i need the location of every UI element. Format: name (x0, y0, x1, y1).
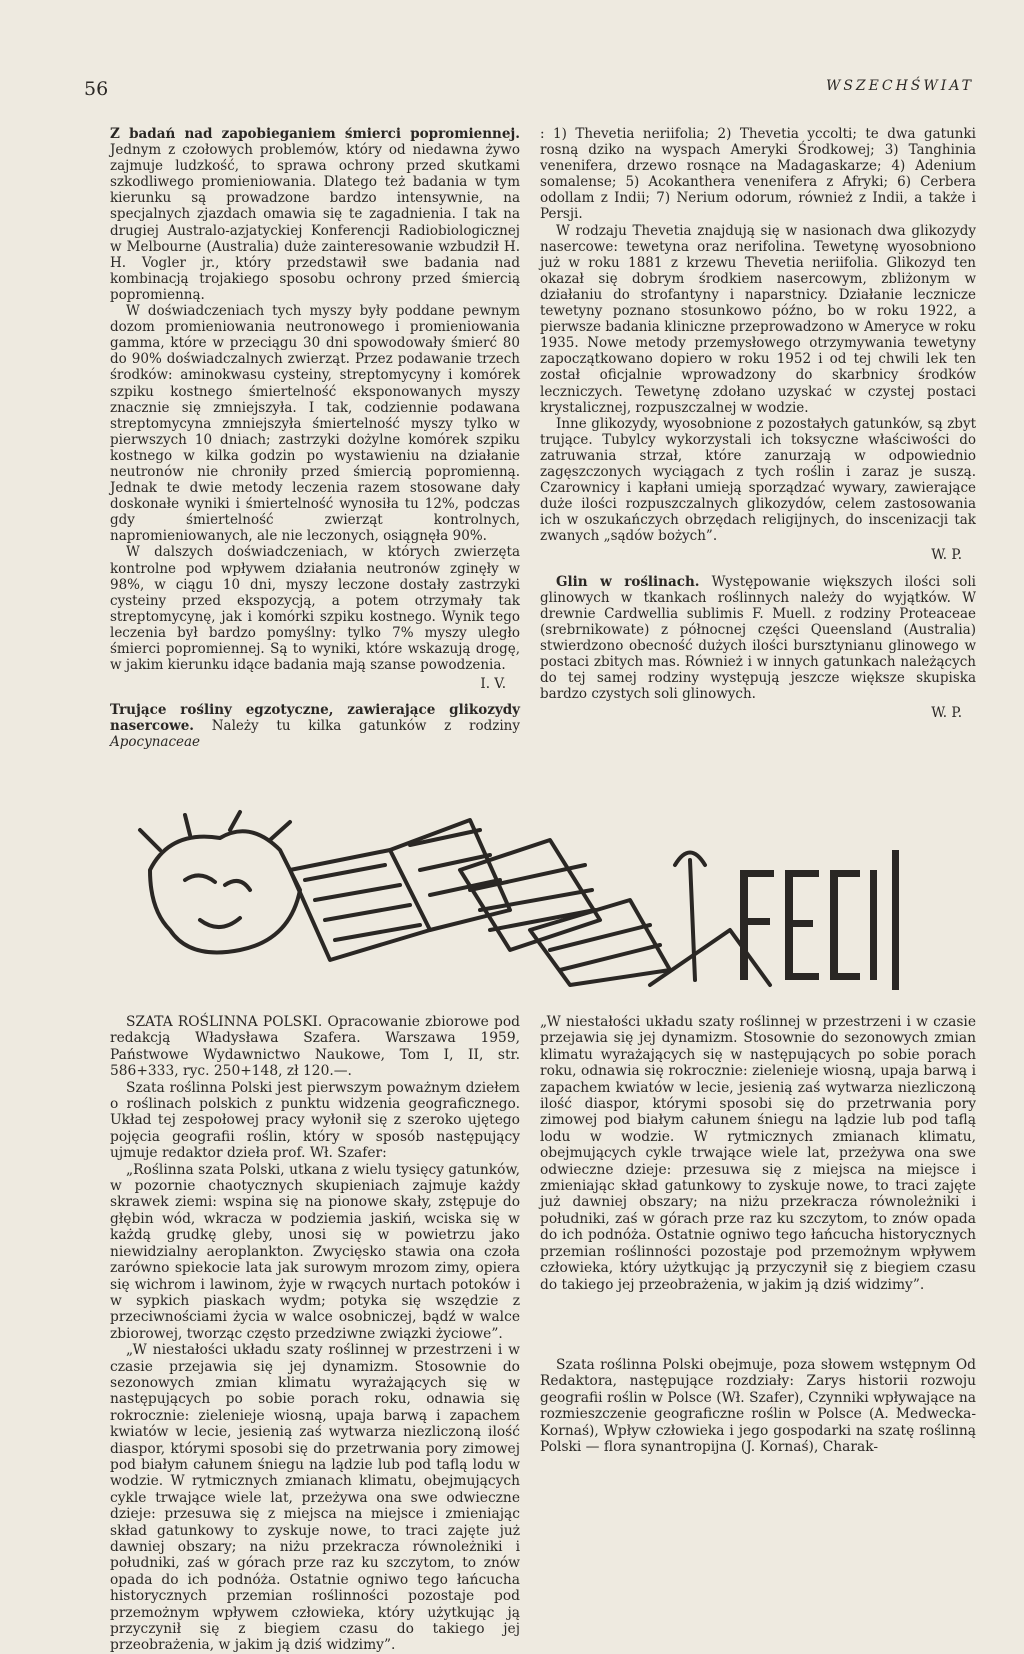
banner-label: RECENZJE (130, 810, 136, 811)
paragraph: W dalszych doświadczeniach, w których zwierzęta kontrolne pod wpływem działania neutronów zginęły w 98%, w ciągu 10 dni, myszy leczone dostały zastrzyki cysteiny przed ekspozycją, a potem otrzymały tak streptomycynę, jak i komórki szpiku kostnego. Wynik tego leczenia był bardzo pomyślny: tylko 7% myszy uległo śmierci popromiennej. Są to wyniki, które wskazują drogę, w jakim kierunku idące badania mają szanse powodzenia. (110, 544, 520, 674)
paragraph: W rodzaju Thevetia znajdują się w nasionach dwa glikozydy nasercowe: tewetyna oraz nerifolina. Tewetynę wyosobniono już w roku 1881 z krzewu Thevetia neriifolia. Glikozyd ten okazał się dobrym środkiem nasercowym, zbliżonym w działaniu do strofantyny i naparstnicy. Działanie lecznicze tewetyny poznano stosunkowo późno, bo w roku 1922, a pierwsze badania kliniczne przeprowadzono w Ameryce w roku 1935. Nowe metody przemysłowego otrzymywania tewetyny zapoczątkowano dopiero w roku 1952 i od tej chwili lek ten został oficjalnie wprowadzony do skarbnicy środków leczniczych. Tewetynę zdołano uzyskać w czystej postaci krystalicznej, rozpuszczalnej w wodzie. (540, 222, 976, 416)
paragraph: Szata roślinna Polski obejmuje, poza słowem wstępnym Od Redaktora, następujące rozdziały: Zarys historii rozwoju geografii roślin w Polsce (Wł. Szafer), Czynniki wpływające na rozmieszczenie geograficzne roślin w Polsce (A. Medwecka-Kornaś), Wpływ człowieka i jego gospodarki na szatę roślinną Polski — flora synantropijna (J. Kornaś), Charak- (540, 1357, 976, 1456)
banner-drawing (130, 810, 910, 992)
paragraph: : 1) Thevetia neriifolia; 2) Thevetia yccolti; te dwa gatunki rosną dziko na wyspach Ameryki Środkowej; 3) Tanghinia venenifera, drzewo rosnące na Madagaskarze; 4) Adenium somalense; 5) Acokanthera venenifera z Afryki; 6) Cerbera odollam z Indii; 7) Nerium odorum, również z Indii, a także i Persji. (540, 126, 976, 223)
article-glycosides-start (110, 702, 520, 750)
paragraph-text: Występowanie większych ilości soli glinowych w tkankach roślinnych należy do wyjątków. W drewnie Cardwellia sublimis F. Muell. z rodziny Proteaceae (srebrnikowate) z północnej części Queensland (Australia) stwierdzono obecność dużych ilości bursztynianu glinowego w postaci zbitych mas. Również i w innych gatunkach należących do tej samej rodziny występują jeszcze większe skupiska bardzo czystych soli glinowych. (540, 573, 976, 703)
column-top-right (540, 126, 976, 731)
signature: W. P. (931, 547, 962, 564)
article-heading: Z badań nad zapobieganiem śmierci popromiennej. (110, 126, 520, 142)
reviews-banner-illustration (130, 810, 910, 992)
signature: W. P. (931, 705, 962, 722)
paragraph: W doświadczeniach tych myszy były poddane pewnym dozom promieniowania neutronowego i promieniowania gamma, które w przeciągu 30 dni spowodowały śmierć 80 do 90% doświadczalnych zwierząt. Przez podawanie trzech środków: aminokwasu cysteiny, streptomycyny i komórek szpiku kostnego śmiertelność eksponowanych myszy znacznie się zmniejszyła. I tak, codziennie podawana streptomycyna zmniejszyła śmiertelność myszy tylko w pierwszych 10 dniach; zastrzyki dożylne komórek szpiku kostnego w kilka godzin po wystawieniu na działanie neutronów nie chroniły przed śmiercią popromienną. Jednak te dwie metody leczenia razem stosowane dały doskonałe wyniki i śmiertelność wynosiła tu 12%, podczas gdy śmiertelność zwierząt kontrolnych, napromieniowanych, ale nie leczonych, osiągnęła 90%. (110, 303, 520, 545)
review-continued: „W niestałości układu szaty roślinnej w przestrzeni i w czasie przejawia się jej dynamizm. Stosownie do sezonowych zmian klimatu wyrażających się w następujących po sobie porach roku, odnawia się rokrocznie: zielenieje wiosną, upaja barwą i zapachem kwiatów w lecie, jesienią zaś wytwarza niezliczoną ilość diaspor, którymi sposobi się do przetrwania pory zimowej pod białym całunem śniegu na lądzie lub pod taflą lodu w wodzie. W rytmicznych zmianach klimatu, obejmujących cykle trwające wiele lat, przeżywa ona swe odwieczne dzieje: przesuwa się z miejsca na miejsce i zmieniając skład gatunkowy to zyskuje nowe, to traci zajęte już dawniej obszary; na niżu przekracza równoleżniki i południki, zaś w górach prze raz ku szczytom, to znów opada do ich podnóża. Ostatnie ogniwo tego łańcucha historycznych przemian roślinności pozostaje pod przemożnym wpływem człowieka, który użytkując ją przyczynił się z biegiem czasu do takiego jej przeobrażenia, w jakim ją dziś widzimy”. (540, 1014, 976, 1293)
article-heading: Trujące rośliny egzotyczne, zawierające glikozydy nasercowe. (110, 702, 520, 735)
column-bottom-right (540, 1014, 976, 1455)
paragraph-text: Należy tu kilka gatunków z rodziny (194, 718, 520, 735)
article-heading: Glin w roślinach. (556, 573, 700, 590)
quote-paragraph: „Roślinna szata Polski, utkana z wielu tysięcy gatunków, w pozornie chaotycznych skupieniach zajmuje każdy skrawek ziemi: wspina się na pionowe skały, zstępuje do głębin wód, wkracza w podziemia jaskiń, wciska się w każdą grudkę gleby, unosi się w powietrzu jako niewidzialny aeroplankton. Zwycięsko stawia ona czoła zarówno spiekocie lata jak surowym mrozom zimy, opiera się wichrom i lawinom, żyje w rwących nurtach potoków i w sypkich piaskach wydm; potyka się wszędzie z przeciwnościami życia w walce osobniczej, bądź w walce zbiorowej, tworząc często przedziwne związki życiowe”. (110, 1161, 520, 1342)
article-aluminium (540, 574, 976, 703)
article-radiation (110, 126, 520, 303)
paragraph: Inne glikozydy, wyosobnione z pozostałych gatunków, są zbyt trujące. Tubylcy wykorzystali ich toksyczne właściwości do zatruwania strzał, które zanurzają w odpowiednio zagęszczonych wyciągach z tych roślin i zaraz je suszą. Czarownicy i kapłani umieją sporządzać wywary, zawierające duże ilości rozpuszczalnych glikozydów, celem zastosowania ich w oszukańczych obrzędach religijnych, do inscenizacji tak zwanych „sądów bożych”. (540, 415, 976, 545)
review-citation: SZATA ROŚLINNA POLSKI. Opracowanie zbiorowe pod redakcją Władysława Szafera. Warszawa 1959, Państwowe Wydawnictwo Naukowe, Tom I, II, str. 586+333, ryc. 250+148, zł 120.—. (110, 1014, 520, 1080)
signature: I. V. (480, 676, 506, 693)
family-name: Apocynaceae (110, 734, 201, 751)
paragraph: Jednym z czołowych problemów, który od niedawna żywo zajmuje ludzkość, to sprawa ochrony przed skutkami szkodliwego promieniowania. Dlatego też badania w tym kierunku są prowadzone bardzo intensywnie, na specjalnych zjazdach omawia się te zagadnienia. I tak na drugiej Australo-azjatyckiej Konferencji Radiobiologicznej w Melbourne (Australia) duże zainteresowanie wzbudził H. H. Vogler jr., który przedstawił swe badania nad kombinacją trojakiego sposobu ochrony przed śmiercią popromienną. (110, 142, 520, 303)
journal-title: WSZECHŚWIAT (825, 78, 974, 94)
quote-paragraph-start: „W niestałości układu szaty roślinnej w przestrzeni i w czasie przejawia się jej dynamizm. Stosownie do sezonowych zmian klimatu wyrażających się w następujących po sobie porach roku, odnawia się rokrocznie: zielenieje wiosną, upaja barwą i zapachem kwiatów w lecie, jesienią zaś wytwarza niezliczoną ilość diaspor, którymi sposobi się do przetrwania pory zimowej pod białym całunem śniegu na lądzie lub pod taflą lodu w wodzie. W rytmicznych zmianach klimatu, obejmujących cykle trwające wiele lat, przeżywa ona swe odwieczne dzieje: przesuwa się z miejsca na miejsce i zmieniając skład gatunkowy to zyskuje nowe, to traci zajęte już dawniej obszary; na niżu przekracza równoleżniki i południki, zaś w górach prze raz ku szczytom, to znów opada do ich podnóża. Ostatnie ogniwo tego łańcucha historycznych przemian roślinności pozostaje pod przemożnym wpływem człowieka, który użytkując ją przyczynił się z biegiem czasu do takiego jej przeobrażenia, w jakim ją dziś widzimy”. (110, 1342, 520, 1654)
page-number: 56 (84, 78, 109, 100)
column-top-left (110, 126, 520, 751)
column-bottom-left (110, 1014, 520, 1654)
paragraph: Szata roślinna Polski jest pierwszym poważnym dziełem o roślinach polskich z punktu widzenia geograficznego. Układ tej zespołowej pracy wyłonił się z szeroko ujętego pojęcia geografii roślin, który w sposób następujący ujmuje redaktor dzieła prof. Wł. Szafer: (110, 1079, 520, 1162)
